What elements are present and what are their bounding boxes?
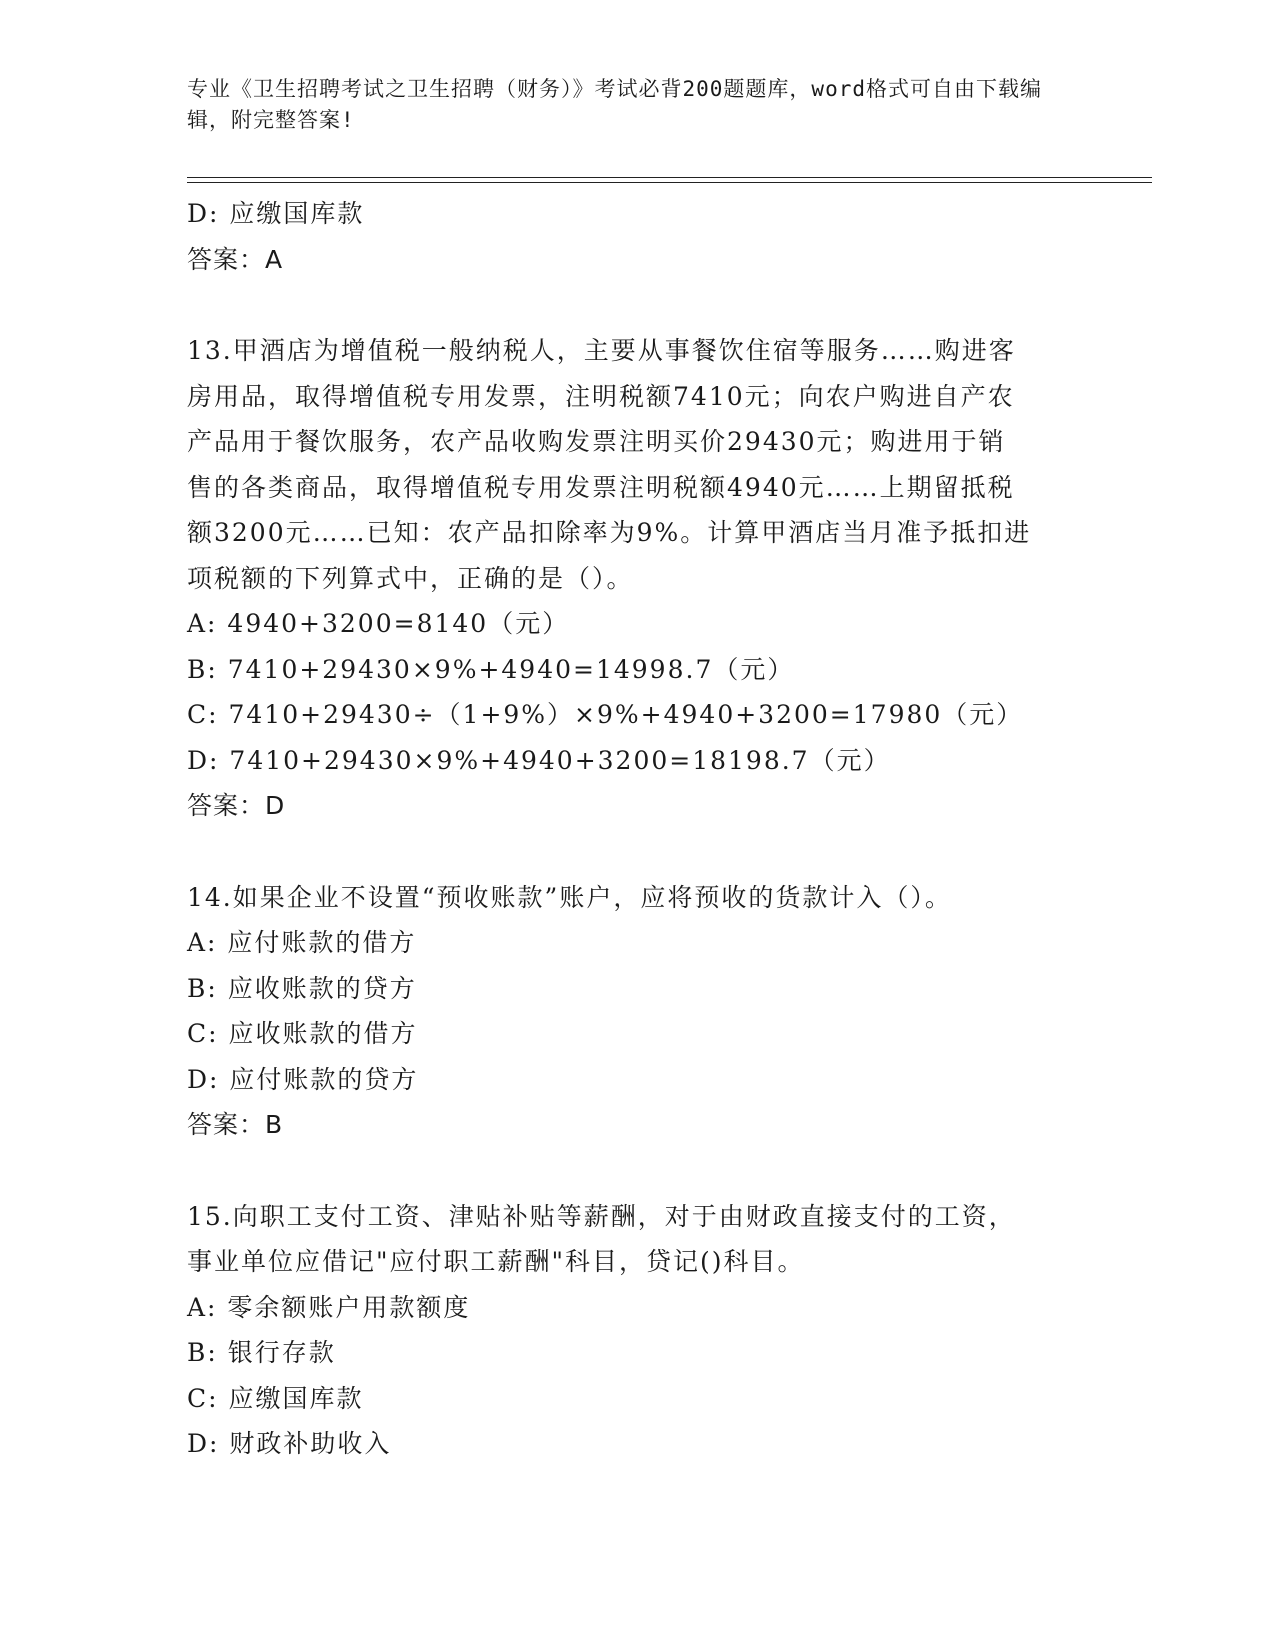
stem-line: 产品用于餐饮服务，农产品收购发票注明买价29430元；购进用于销 — [187, 427, 1006, 456]
answer-label: 答案：D — [187, 791, 286, 820]
question-13 — [187, 328, 1087, 829]
stem-line: 13.甲酒店为增值税一般纳税人，主要从事餐饮住宿等服务……购进客 — [187, 336, 1016, 365]
option-d: D: 财政补助收入 — [187, 1429, 392, 1458]
option-c: C: 7410+29430÷（1+9%）×9%+4940+3200=17980（元） — [187, 700, 1024, 729]
option-d: D: 应付账款的贷方 — [187, 1064, 419, 1094]
stem-line: 房用品，取得增值税专用发票，注明税额7410元；向农户购进自产农 — [187, 381, 1015, 411]
option-c: C: 应缴国库款 — [187, 1383, 364, 1413]
option-c: C: 应收账款的借方 — [187, 1019, 418, 1048]
header-rule-top — [187, 177, 1152, 178]
option-b: B: 银行存款 — [187, 1338, 336, 1367]
stem-line: 项税额的下列算式中，正确的是（）。 — [187, 563, 634, 593]
stem-line: 事业单位应借记"应付职工薪酬"科目，贷记()科目。 — [187, 1247, 805, 1276]
question-14 — [187, 875, 1087, 1148]
question-15 — [187, 1194, 1087, 1467]
answer-label: 答案：A — [187, 244, 284, 274]
answer-label: 答案：B — [187, 1110, 284, 1139]
stem-line: 售的各类商品，取得增值税专用发票注明税额4940元……上期留抵税 — [187, 472, 1015, 502]
document-header: 专业《卫生招聘考试之卫生招聘（财务）》考试必背200题题库，word格式可自由下载编辑，附完整答案! — [187, 77, 1042, 132]
stem-line: 额3200元……已知：农产品扣除率为9%。计算甲酒店当月准予抵扣进 — [187, 518, 1032, 547]
option-b: B: 应收账款的贷方 — [187, 973, 417, 1003]
question-stem — [187, 875, 1087, 921]
stem-line: 14.如果企业不设置“预收账款”账户，应将预收的货款计入（）。 — [187, 882, 952, 912]
header-rule-bottom — [187, 182, 1152, 183]
question-stem — [187, 1194, 1087, 1285]
option-b: B: 7410+29430×9%+4940=14998.7（元） — [187, 654, 795, 684]
option-a: A: 零余额账户用款额度 — [187, 1292, 471, 1322]
question-stem — [187, 328, 1087, 601]
option-a: A: 4940+3200=8140（元） — [187, 609, 570, 638]
option-d: D: 应缴国库款 — [187, 199, 365, 228]
option-d: D: 7410+29430×9%+4940+3200=18198.7（元） — [187, 745, 891, 775]
option-a: A: 应付账款的借方 — [187, 928, 417, 957]
stem-line: 15.向职工支付工资、津贴补贴等薪酬，对于由财政直接支付的工资， — [187, 1201, 1016, 1231]
question-content — [187, 191, 1087, 1467]
